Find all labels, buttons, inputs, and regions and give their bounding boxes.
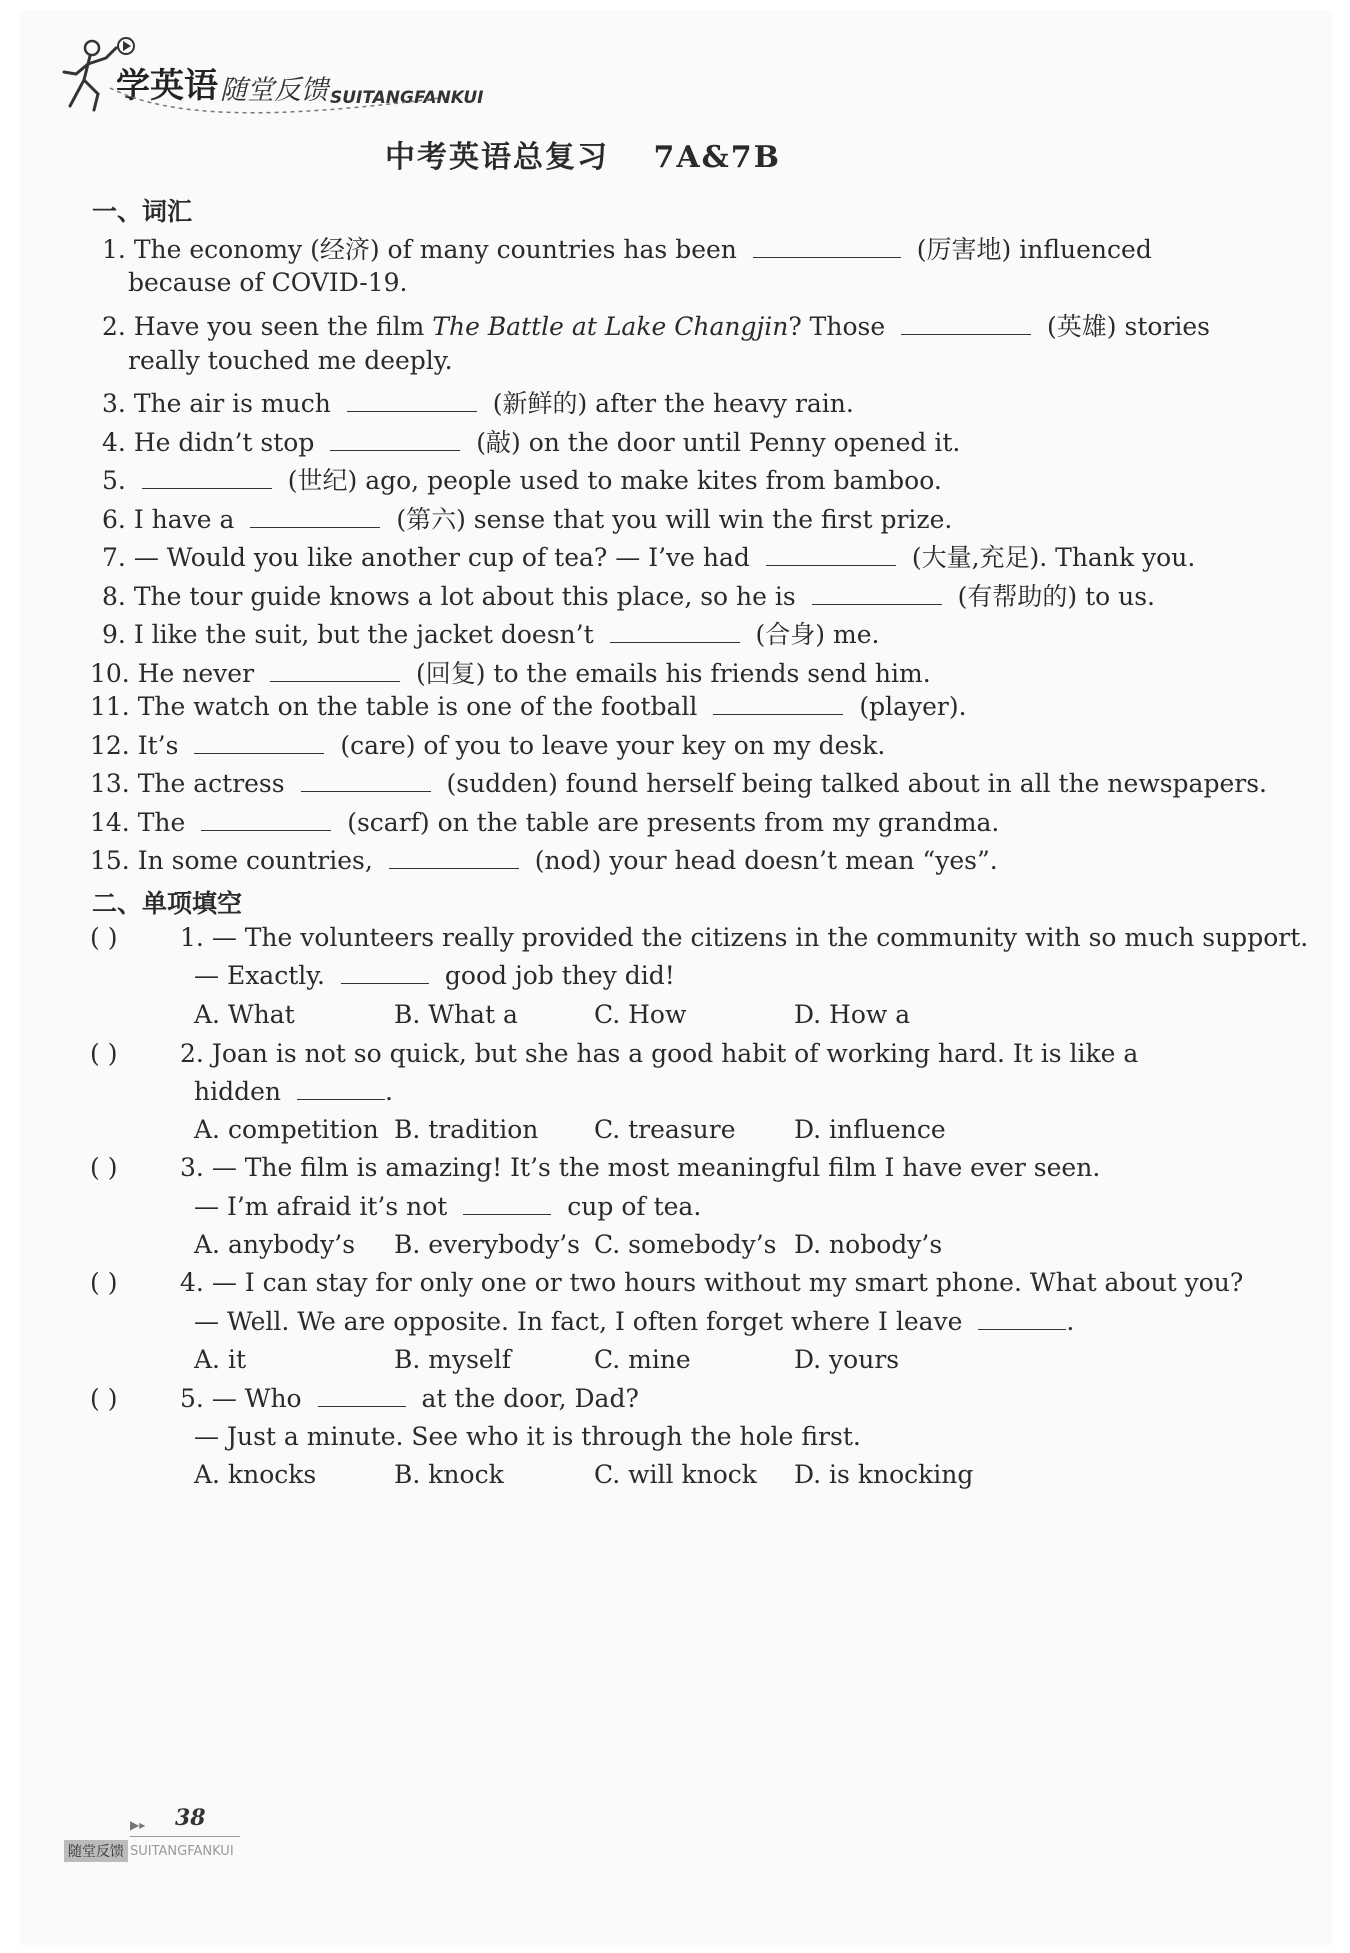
option-c[interactable]: C. somebody’s [594,1230,777,1259]
item-number: 9. [102,620,126,649]
item-text: The watch on the table is one of the football [137,692,698,721]
item-hint: (第六) sense that you will win the first prize. [396,505,953,534]
item-hint: (世纪) ago, people used to make kites from bamboo. [287,466,942,495]
answer-blank[interactable] [812,582,942,605]
header-logo [50,28,484,118]
option-b[interactable]: B. tradition [394,1115,539,1144]
mc-question-5-line2: — Just a minute. See who it is through the hole first. [194,1422,861,1451]
option-d[interactable]: D. is knocking [794,1460,974,1489]
item-hint: (sudden) found herself being talked about in all the newspapers. [446,769,1267,798]
vocab-item-2-cont: really touched me deeply. [128,346,453,375]
answer-blank[interactable] [330,428,460,451]
option-c[interactable]: C. treasure [594,1115,736,1144]
answer-blank[interactable] [142,466,272,489]
vocab-item-1 [102,230,1152,266]
option-b[interactable]: B. knock [394,1460,504,1489]
mc-question-3 [90,1153,1100,1182]
question-number: 1. [180,923,204,952]
section-multiple-choice-heading: 二、单项填空 [92,889,243,918]
vocab-item-5 [102,461,942,497]
vocab-item-8 [102,577,1155,613]
mc-question-2-line2 [194,1077,393,1106]
item-number: 2. [102,312,126,341]
item-text: I have a [133,505,235,534]
item-hint: (care) of you to leave your key on my desk. [340,731,886,760]
item-text: I like the suit, but the jacket doesn’t [133,620,594,649]
option-d[interactable]: D. yours [794,1345,900,1374]
answer-blank[interactable] [201,808,331,831]
item-number: 15. [90,846,130,875]
item-number: 13. [90,769,130,798]
vocab-item-14 [90,808,999,837]
section-vocabulary-heading: 一、词汇 [92,197,193,226]
vocab-item-11 [90,692,967,721]
item-number: 12. [90,731,130,760]
item-hint: (敲) on the door until Penny opened it. [476,428,961,457]
question-text: good job they did! [444,961,675,990]
option-a[interactable]: A. competition [194,1115,379,1144]
item-text: The actress [137,769,285,798]
item-hint: (nod) your head doesn’t mean “yes”. [534,846,998,875]
footer-roman: SUITANGFANKUI [130,1844,234,1859]
answer-paren[interactable]: ( ) [90,1039,118,1068]
vocab-item-9 [102,615,879,651]
item-hint: (大量,充足). Thank you. [911,543,1196,572]
item-text: He didn’t stop [133,428,315,457]
mc-question-1 [90,923,1308,952]
item-hint: (合身) me. [755,620,880,649]
question-text: hidden [194,1077,281,1106]
answer-blank[interactable] [341,961,429,984]
answer-blank[interactable] [901,312,1031,335]
question-text: — The film is amazing! It’s the most meaningful film I have ever seen. [211,1153,1101,1182]
question-text: — I can stay for only one or two hours without my smart phone. What about you? [211,1268,1244,1297]
item-text: In some countries, [137,846,373,875]
item-text: The [137,808,186,837]
answer-blank[interactable] [389,846,519,869]
question-number: 5. [180,1384,204,1413]
item-hint: (厉害地) influenced [916,235,1152,264]
question-text: — The volunteers really provided the citizens in the community with so much support. [211,923,1309,952]
vocab-item-2 [102,307,1210,343]
vocab-item-13 [90,769,1267,798]
item-number: 7. [102,543,126,572]
logo-swoosh [50,28,470,118]
answer-blank[interactable] [250,505,380,528]
item-number: 14. [90,808,130,837]
question-text: . [1066,1307,1075,1336]
logo-script-text: 随堂反馈 [220,75,328,106]
item-hint: (回复) to the emails his friends send him. [415,659,931,688]
question-text: — Well. We are opposite. In fact, I often forget where I leave [194,1307,963,1336]
question-number: 4. [180,1268,204,1297]
option-d[interactable]: D. nobody’s [794,1230,943,1259]
option-c[interactable]: C. will knock [594,1460,757,1489]
option-b[interactable]: B. myself [394,1345,511,1374]
mc-question-3-line2 [194,1192,701,1221]
item-number: 8. [102,582,126,611]
footer-badge: 随堂反馈 [64,1840,128,1862]
logo-main-text: 学英语 [116,66,218,106]
vocab-item-15 [90,846,998,875]
answer-blank[interactable] [753,235,901,258]
question-text: — Who [211,1384,302,1413]
item-text: The air is much [133,389,331,418]
item-number: 4. [102,428,126,457]
option-d[interactable]: D. How a [794,1000,911,1029]
vocab-item-1-cont: because of COVID-19. [128,268,408,297]
vocab-item-7 [102,538,1195,574]
worksheet-page [20,10,1332,1945]
item-text: The economy (经济) of many countries has been [133,235,737,264]
item-number: 1. [102,235,126,264]
item-number: 10. [90,659,130,688]
item-number: 5. [102,466,126,495]
vocab-item-10 [90,654,931,690]
footer-rule [130,1836,240,1837]
item-text: The tour guide knows a lot about this place, so he is [133,582,796,611]
vocab-item-4 [102,423,960,459]
answer-blank[interactable] [194,731,324,754]
question-text: Joan is not so quick, but she has a good habit of working hard. It is like a [211,1039,1139,1068]
answer-paren[interactable]: ( ) [90,1268,118,1297]
item-hint: (有帮助的) to us. [957,582,1155,611]
answer-blank[interactable] [978,1307,1066,1330]
item-text: Have you seen the film [133,312,425,341]
page-title [385,132,781,176]
answer-blank[interactable] [610,620,740,643]
item-text: — Would you like another cup of tea? — I’ve had [133,543,750,572]
item-hint: (scarf) on the table are presents from my grandma. [347,808,1000,837]
item-hint: (player). [859,692,967,721]
mc-question-4 [90,1268,1243,1297]
answer-blank[interactable] [463,1192,551,1215]
option-a[interactable]: A. What [194,1000,295,1029]
mc-question-2 [90,1039,1138,1068]
answer-blank[interactable] [347,389,477,412]
question-number: 3. [180,1153,204,1182]
answer-paren[interactable]: ( ) [90,1384,118,1413]
mc-question-5 [90,1384,639,1413]
question-text: — Exactly. [194,961,325,990]
mc-question-4-line2 [194,1307,1074,1336]
mc-question-1-line2 [194,961,675,990]
answer-blank[interactable] [270,659,400,682]
question-text: cup of tea. [567,1192,702,1221]
title-text: 中考英语总复习 [385,140,609,175]
item-text: It’s [137,731,179,760]
item-number: 11. [90,692,130,721]
question-text: at the door, Dad? [421,1384,639,1413]
answer-blank[interactable] [766,543,896,566]
option-c[interactable]: C. mine [594,1345,691,1374]
option-a[interactable]: A. anybody’s [194,1230,356,1259]
option-a[interactable]: A. knocks [194,1460,317,1489]
footer-arrows-icon: ▶▸ [130,1818,146,1832]
item-text-mid: ? Those [788,312,886,341]
answer-paren[interactable]: ( ) [90,1153,118,1182]
item-hint: (新鲜的) after the heavy rain. [492,389,854,418]
answer-blank[interactable] [713,692,843,715]
question-text: — I’m afraid it’s not [194,1192,448,1221]
vocab-item-6 [102,500,952,536]
item-text: He never [137,659,255,688]
page-number: 38 [175,1805,206,1831]
logo-roman-text: SUITANGFANKUI [330,88,484,108]
question-text: . [384,1077,393,1106]
film-title: The Battle at Lake Changjin [432,312,789,341]
option-b[interactable]: B. everybody’s [394,1230,581,1259]
option-b[interactable]: B. What a [394,1000,518,1029]
option-d[interactable]: D. influence [794,1115,946,1144]
vocab-item-12 [90,731,885,760]
question-number: 2. [180,1039,204,1068]
item-number: 3. [102,389,126,418]
answer-blank[interactable] [318,1384,406,1407]
answer-blank[interactable] [301,769,431,792]
item-number: 6. [102,505,126,534]
title-suffix: 7A&7B [653,140,781,175]
vocab-item-3 [102,384,854,420]
item-hint: (英雄) stories [1047,312,1210,341]
answer-blank[interactable] [297,1077,385,1100]
answer-paren[interactable]: ( ) [90,923,118,952]
option-a[interactable]: A. it [194,1345,246,1374]
option-c[interactable]: C. How [594,1000,687,1029]
